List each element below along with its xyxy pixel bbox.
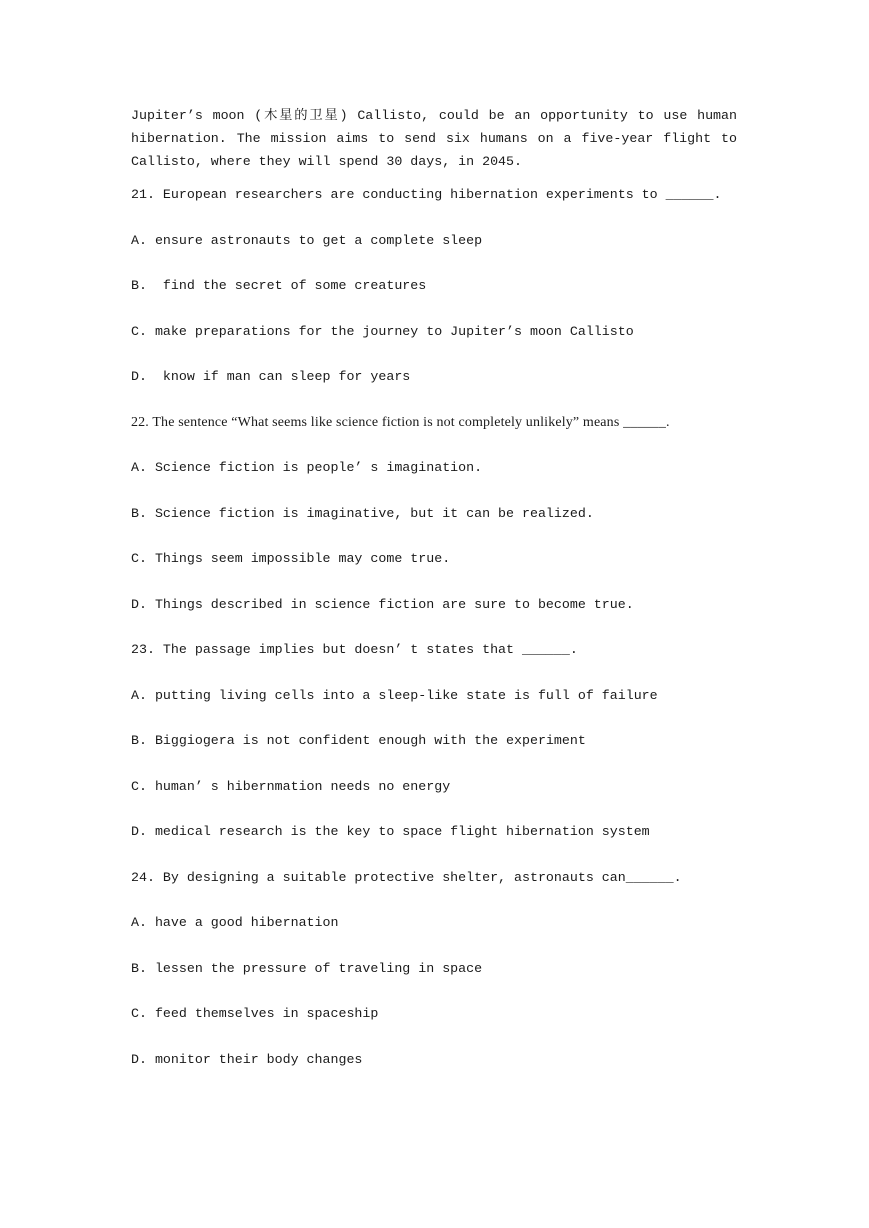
option-d: D. Things described in science fiction are sure to become true. [131,596,634,612]
option-b: B. Biggiogera is not confident enough with the experiment [131,733,586,748]
option-c: C. feed themselves in spaceship [131,1006,379,1021]
option-c: C. Things seem impossible may come true. [131,551,451,566]
option-b: B. lessen the pressure of traveling in space [131,960,483,976]
option-a: A. putting living cells into a sleep-like state is full of failure [131,687,658,703]
option-c: C. human’ s hibernmation needs no energy [131,778,451,794]
question-22 [131,411,737,616]
option-d: D. monitor their body changes [131,1051,363,1067]
question-23 [131,638,737,843]
option-d: D. know if man can sleep for years [131,369,411,384]
option-b: B. Science fiction is imaginative, but it can be realized. [131,505,594,521]
document-page [131,104,737,1093]
question-stem: 24. By designing a suitable protective shelter, astronauts can______. [131,869,682,885]
question-stem: 21. European researchers are conducting hibernation experiments to ______. [131,187,722,202]
option-a: A. have a good hibernation [131,915,339,930]
option-a: A. Science fiction is people’ s imagination. [131,460,483,475]
option-c: C. make preparations for the journey to Jupiter’s moon Callisto [131,323,634,339]
question-stem: 22. The sentence “What seems like science fiction is not completely unlikely” means ______. [131,414,670,430]
option-a: A. ensure astronauts to get a complete sleep [131,232,483,248]
option-d: D. medical research is the key to space flight hibernation system [131,824,650,839]
question-24 [131,866,737,1071]
option-b: B. find the secret of some creatures [131,278,427,293]
question-21 [131,183,737,388]
intro-paragraph: Jupiter’s moon (木星的卫星) Callisto, could be an opportunity to use human hibernation. The mission aims to send six humans on a five-year flight to Callisto, where they will spend 30 days, in 2045. [131,108,737,169]
question-stem: 23. The passage implies but doesn’ t states that ______. [131,642,578,657]
